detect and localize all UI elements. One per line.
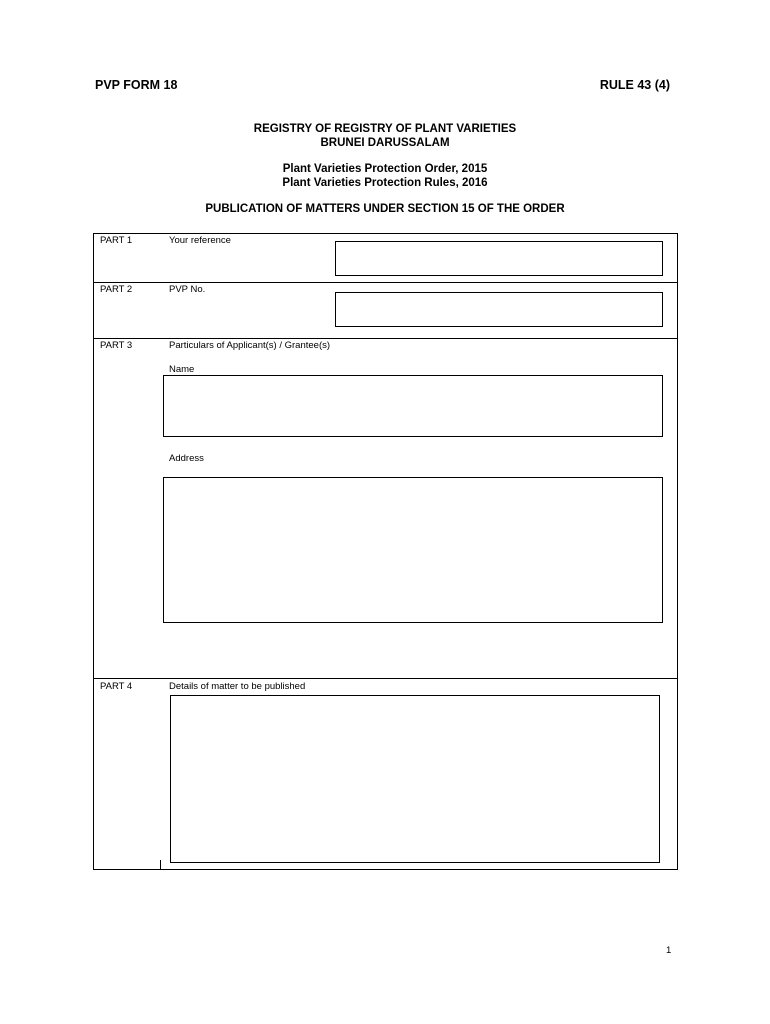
page-number: 1 bbox=[666, 945, 672, 956]
pvp-no-field[interactable] bbox=[335, 292, 663, 327]
name-field[interactable] bbox=[163, 375, 663, 437]
part-divider bbox=[94, 678, 677, 679]
particulars-heading: Particulars of Applicant(s) / Grantee(s) bbox=[169, 340, 331, 351]
form-number: PVP FORM 18 bbox=[95, 78, 178, 92]
address-label: Address bbox=[169, 453, 204, 464]
order-title: Plant Varieties Protection Order, 2015 bbox=[282, 163, 488, 175]
name-label: Name bbox=[169, 364, 195, 375]
publication-title: PUBLICATION OF MATTERS UNDER SECTION 15 OF THE ORDER bbox=[205, 203, 565, 215]
details-label: Details of matter to be published bbox=[169, 681, 306, 692]
part-divider bbox=[94, 338, 677, 339]
rule-reference: RULE 43 (4) bbox=[599, 78, 670, 92]
country-title: BRUNEI DARUSSALAM bbox=[320, 137, 450, 149]
details-field[interactable] bbox=[170, 695, 660, 863]
part-1-label: PART 1 bbox=[100, 235, 133, 246]
part-3-label: PART 3 bbox=[100, 340, 133, 351]
registry-title: REGISTRY OF REGISTRY OF PLANT VARIETIES bbox=[253, 123, 517, 135]
your-reference-label: Your reference bbox=[169, 235, 231, 246]
part-4-label: PART 4 bbox=[100, 681, 133, 692]
pvp-no-label: PVP No. bbox=[169, 284, 206, 295]
address-field[interactable] bbox=[163, 477, 663, 623]
part-divider bbox=[94, 282, 677, 283]
part-2-label: PART 2 bbox=[100, 284, 133, 295]
rules-title: Plant Varieties Protection Rules, 2016 bbox=[282, 177, 488, 189]
cell-divider bbox=[160, 860, 161, 870]
your-reference-field[interactable] bbox=[335, 241, 663, 276]
